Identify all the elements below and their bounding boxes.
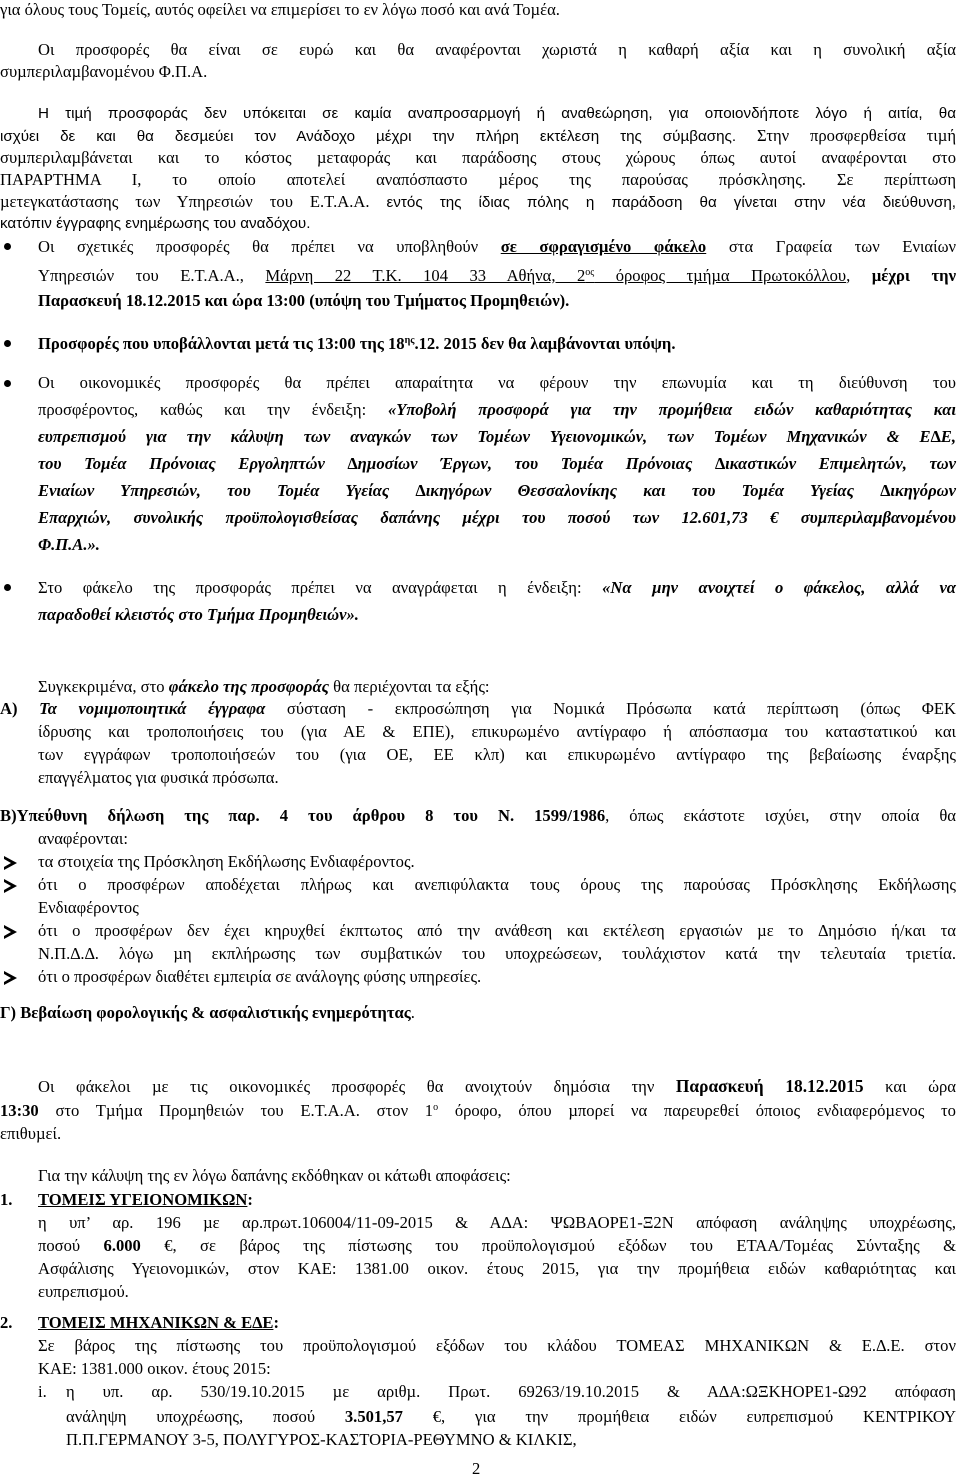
- text-line: Η τιµή προσφοράς δεν υπόκειται σε καµία αναπροσαρµογή ή αναθεώρηση, για οποιονδήποτε λόγο ή αιτία, θα: [38, 105, 956, 122]
- text-run: φάκελο της προσφοράς: [168, 677, 330, 696]
- text-run: Μάρνη 22 Τ.Κ. 104 33 Αθήνα, 2: [265, 266, 586, 285]
- superscript: ο: [433, 1102, 439, 1113]
- arrow-bullet-icon: [4, 856, 20, 870]
- text-line: ΚΑΕ: 1381.000 οικον. έτους 2015:: [38, 1359, 271, 1378]
- text-line: παραδοθεί κλειστός στο Τµήµα Προµηθειών».: [38, 605, 359, 624]
- text-run: Α): [0, 699, 40, 718]
- text-line: Σε βάρος της πίστωσης του προϋπολογισµού εξόδων του κλάδου ΤΟΜΕΑΣ ΜΗΧΑΝΙΚΩΝ & Ε.∆.Ε. στον: [38, 1336, 956, 1355]
- arrow-bullet-icon: [4, 971, 20, 985]
- text-run: θα περιέχονται τα εξής:: [329, 677, 490, 696]
- text-run: «Υποβολή προσφορά για την προµήθεια ειδών καθαριότητας και: [387, 400, 956, 419]
- text-run: Β)Υπεύθυνη δήλωση της παρ. 4 του άρθρου 8 του Ν. 1599/1986: [0, 806, 606, 825]
- text-line: η υπ. αρ. 530/19.10.2015 µε αριθµ. Πρωτ. 69263/19.10.2015 & Α∆Α:ΩΞΚΗΟΡΕ1-Ω92 απόφαση: [66, 1382, 956, 1401]
- section-heading: [38, 1313, 279, 1333]
- text-run: προσφέροντος, καθώς και την ένδειξη:: [38, 400, 388, 419]
- text-run: 6.000: [103, 1236, 141, 1255]
- text-run: µετεγκατάστασης των Υπηρεσιών του Ε.Τ.Α.Α.: [0, 192, 370, 211]
- text-run: 13:30: [0, 1101, 39, 1120]
- text-run: :: [247, 1190, 253, 1209]
- text-line: [38, 266, 956, 286]
- text-line: [38, 1236, 956, 1256]
- text-run: όροφο, όπου µπορεί να παρευρεθεί όποιος ενδιαφερόµενος το: [438, 1101, 956, 1120]
- text-line: [38, 400, 956, 420]
- text-line: Για την κάλυψη της εν λόγω δαπάνης εκδόθηκαν οι κάτωθι αποφάσεις:: [38, 1166, 511, 1185]
- text-line: [66, 1407, 956, 1427]
- text-run: «Να µην ανοιχτεί ο φάκελος, αλλά να: [602, 578, 956, 597]
- text-run: στο Τµήµα Προµηθειών του Ε.Τ.Α.Α. στον 1: [38, 1101, 434, 1120]
- text-run: Συγκεκριµένα, στο: [38, 677, 169, 696]
- text-line: [0, 806, 956, 826]
- text-run: :: [273, 1313, 279, 1332]
- section-heading: [38, 1190, 253, 1210]
- text-line: τα στοιχεία της Πρόσκληση Εκδήλωσης Ενδιαφέροντος.: [38, 852, 415, 871]
- text-run: Προσφορές που υποβάλλονται µετά τις 13:00 της 18: [38, 334, 405, 353]
- text-run: Υπηρεσιών του Ε.Τ.Α.Α.,: [38, 266, 266, 285]
- text-line: αναφέρονται:: [38, 829, 128, 848]
- text-line: συµπεριλαµβάνεται και το κόστος µεταφοράς και παράδοσης στους χώρους όπως αυτοί αναφέρονται στο: [0, 148, 956, 167]
- text-line: [38, 334, 676, 354]
- text-line: [0, 170, 956, 190]
- text-run: Τα νοµιµοποιητικά έγγραφα: [39, 699, 266, 718]
- text-line: Ενδιαφέροντος: [38, 898, 139, 917]
- arrow-bullet-icon: [4, 925, 20, 939]
- superscript: ης: [404, 335, 415, 346]
- text-run: ΤΟΜΕΙΣ ΥΓΕΙΟΝΟΜΙΚΩΝ: [38, 1190, 248, 1209]
- text-line: για όλους τους Τοµείς, αυτός οφείλει να επιµερίσει το εν λόγω ποσό και ανά Τοµέα.: [0, 0, 560, 19]
- list-number: 2.: [0, 1313, 13, 1332]
- text-line: η υπ’ αρ. 196 µε αρ.πρωτ.106004/11-09-2015 & Α∆Α: ΨΩΒΑΟΡΕ1-Ξ2Ν απόφαση ανάληψης υποχρέωσης,: [38, 1213, 956, 1232]
- text-run: Οι σχετικές προσφορές θα πρέπει να υποβληθούν: [38, 237, 501, 256]
- text-run: σύσταση - εκπροσώπηση για Νοµικά Πρόσωπα κατά περίπτωση (όπως ΦΕΚ: [265, 699, 956, 718]
- text-run: µέχρι την: [871, 266, 956, 285]
- list-number: i.: [38, 1382, 47, 1401]
- text-line: κατόπιν έγγραφης ενηµέρωσης του αναδόχου.: [0, 215, 311, 232]
- text-line: Φ.Π.Α.».: [38, 535, 100, 554]
- text-line: ευπρεπισµού.: [38, 1282, 129, 1301]
- text-run: ισχύει δε και θα δεσµεύει τον Ανάδοχο µέχρι την πλήρη εκτέλεση της σύµβασης.: [0, 128, 737, 145]
- text-line: Οι οικονοµικές προσφορές θα πρέπει απαραίτητα να φέρουν την επωνυµία και τη διεύθυνση του: [38, 373, 956, 392]
- text-line: [38, 578, 956, 598]
- text-line: του Τοµέα Πρόνοιας Εργοληπτών ∆ηµοσίων Έργων, του Τοµέα Πρόνοιας ∆ικαστικών Επιµελητών, των: [38, 454, 956, 473]
- text-line: [38, 1076, 956, 1097]
- text-run: ,: [846, 266, 872, 285]
- text-run: €, για την προµήθεια ειδών ευπρεπισµού ΚΕΝΤΡΙΚΟΥ: [402, 1407, 956, 1426]
- text-line: Ασφάλισης Υγειονοµικών, στον ΚΑΕ: 1381.00 οικον. έτους 2015, για την προµήθεια ειδών καθαριότητας και: [38, 1259, 956, 1278]
- text-run: ανάληψη υποχρέωσης, ποσού: [66, 1407, 345, 1426]
- text-run: Γ) Βεβαίωση φορολογικής & ασφαλιστικής ενηµερότητας: [0, 1003, 411, 1022]
- text-line: Παρασκευή 18.12.2015 και ώρα 13:00 (υπόψη του Τµήµατος Προµηθειών).: [38, 291, 570, 310]
- text-line: συµπεριλαµβανοµένου Φ.Π.Α.: [0, 62, 208, 81]
- text-run: Οι φάκελοι µε τις οικονοµικές προσφορές θα ανοιχτούν δηµόσια την: [38, 1077, 676, 1096]
- arrow-bullet-icon: [4, 879, 20, 893]
- text-run: Στην προσφερθείσα τιµή: [736, 126, 956, 145]
- text-line: [38, 237, 956, 257]
- superscript: ος: [585, 267, 595, 278]
- text-run: , όπως εκάστοτε ισχύει, στην οποία θα: [605, 806, 956, 825]
- text-run: ΠΑΡΑΡΤΗΜΑ Ι, το οποίο αποτελεί αναπόσπαστο µέρος της παρούσας πρόσκλησης.: [0, 170, 806, 189]
- text-line: Επαρχιών, συνολικής προϋπολογισθείσας δαπάνης µέχρι του ποσού των 12.601,73 € συµπεριλαµβανοµένου: [38, 508, 956, 527]
- text-run: Στο φάκελο της προσφοράς πρέπει να αναγράφεται η ένδειξη:: [38, 578, 603, 597]
- list-number: 1.: [0, 1190, 13, 1209]
- page-number: 2: [472, 1459, 481, 1478]
- text-line: [0, 1101, 956, 1121]
- text-run: όροφος τµήµα Πρωτοκόλλου: [594, 266, 847, 285]
- text-line: [38, 677, 490, 697]
- text-run: και ώρα: [863, 1077, 956, 1096]
- text-line: [0, 1003, 415, 1023]
- text-line: [0, 192, 956, 213]
- text-line: των εγγράφων τροποποιήσεών του (για ΟΕ, ΕΕ κλπ) και επικυρωµένο αντίγραφο της βεβαίωσης έναρξης: [38, 745, 956, 764]
- text-line: Ν.Π.∆.∆. λόγω µη εκπλήρωσης των συµβατικών του υποχρεώσεων, τουλάχιστον κατά την τελευταία τριετία.: [38, 944, 956, 963]
- text-run: Παρασκευή 18.12.2015: [675, 1076, 864, 1096]
- text-line: ίδρυσης και τροποποιήσεις του (για ΑΕ & ΕΠΕ), επικυρωµένο αντίγραφο ή απόσπασµα του καταστατικού και: [38, 722, 956, 741]
- text-run: .12. 2015 δεν θα λαµβάνονται υπόψη.: [414, 334, 676, 353]
- text-line: Ενιαίων Υπηρεσιών, του Τοµέα Υγείας ∆ικηγόρων Θεσσαλονίκης και του Τοµέα Υγείας ∆ικηγόρων: [38, 481, 956, 500]
- bullet-icon: [4, 243, 11, 250]
- text-run: εντός της ίδιας πόλης η παράδοση θα γίνεται στην νέα διεύθυνση,: [369, 194, 956, 211]
- text-line: Οι προσφορές θα είναι σε ευρώ και θα αναφέρονται χωριστά η καθαρή αξία και η συνολική αξία: [38, 40, 956, 59]
- bullet-icon: [4, 340, 11, 347]
- text-run: Σε περίπτωση: [805, 170, 956, 189]
- text-run: σε σφραγισµένο φάκελο: [500, 237, 707, 256]
- text-line: [0, 126, 956, 147]
- text-run: ΤΟΜΕΙΣ ΜΗΧΑΝΙΚΩΝ & Ε∆Ε: [38, 1313, 274, 1332]
- text-line: επιθυµεί.: [0, 1124, 62, 1143]
- text-run: [265, 266, 846, 285]
- text-line: ότι ο προσφέρων δεν έχει κηρυχθεί έκπτωτος από την ανάθεση και εκτέλεση εργασιών µε το ∆ηµόσιο ή/και τα: [38, 921, 956, 940]
- bullet-icon: [4, 584, 11, 591]
- text-run: 3.501,57: [344, 1407, 403, 1426]
- text-run: €, σε βάρος της πίστωσης του προϋπολογισµού εξόδων του ΕΤΑΑ/Τοµέας Σύνταξης &: [140, 1236, 957, 1255]
- text-run: ποσού: [38, 1236, 104, 1255]
- text-line: Π.Π.ΓΕΡΜΑΝΟΥ 3-5, ΠΟΛΥΓΥΡΟΣ-ΚΑΣΤΟΡΙΑ-ΡΕΘΥΜΝΟ & ΚΙΛΚΙΣ,: [66, 1430, 577, 1449]
- text-line: ότι ο προσφέρων διαθέτει εµπειρία σε ανάλογης φύσης υπηρεσίες.: [38, 967, 482, 986]
- bullet-icon: [4, 380, 11, 387]
- text-run: .: [410, 1003, 415, 1022]
- text-line: επαγγέλµατος για φυσικά πρόσωπα.: [38, 768, 279, 787]
- text-line: ότι ο προσφέρων αποδέχεται πλήρως και ανεπιφύλακτα τους όρους της παρούσας Πρόσκλησης Εκδήλωσης: [38, 875, 956, 894]
- text-run: στα Γραφεία των Ενιαίων: [706, 237, 956, 256]
- text-line: ευπρεπισµού για την κάλυψη των αναγκών των Τοµέων Υγειονοµικών, των Τοµέων Μηχανικών & Ε∆Ε,: [38, 427, 956, 446]
- text-line: [0, 699, 956, 719]
